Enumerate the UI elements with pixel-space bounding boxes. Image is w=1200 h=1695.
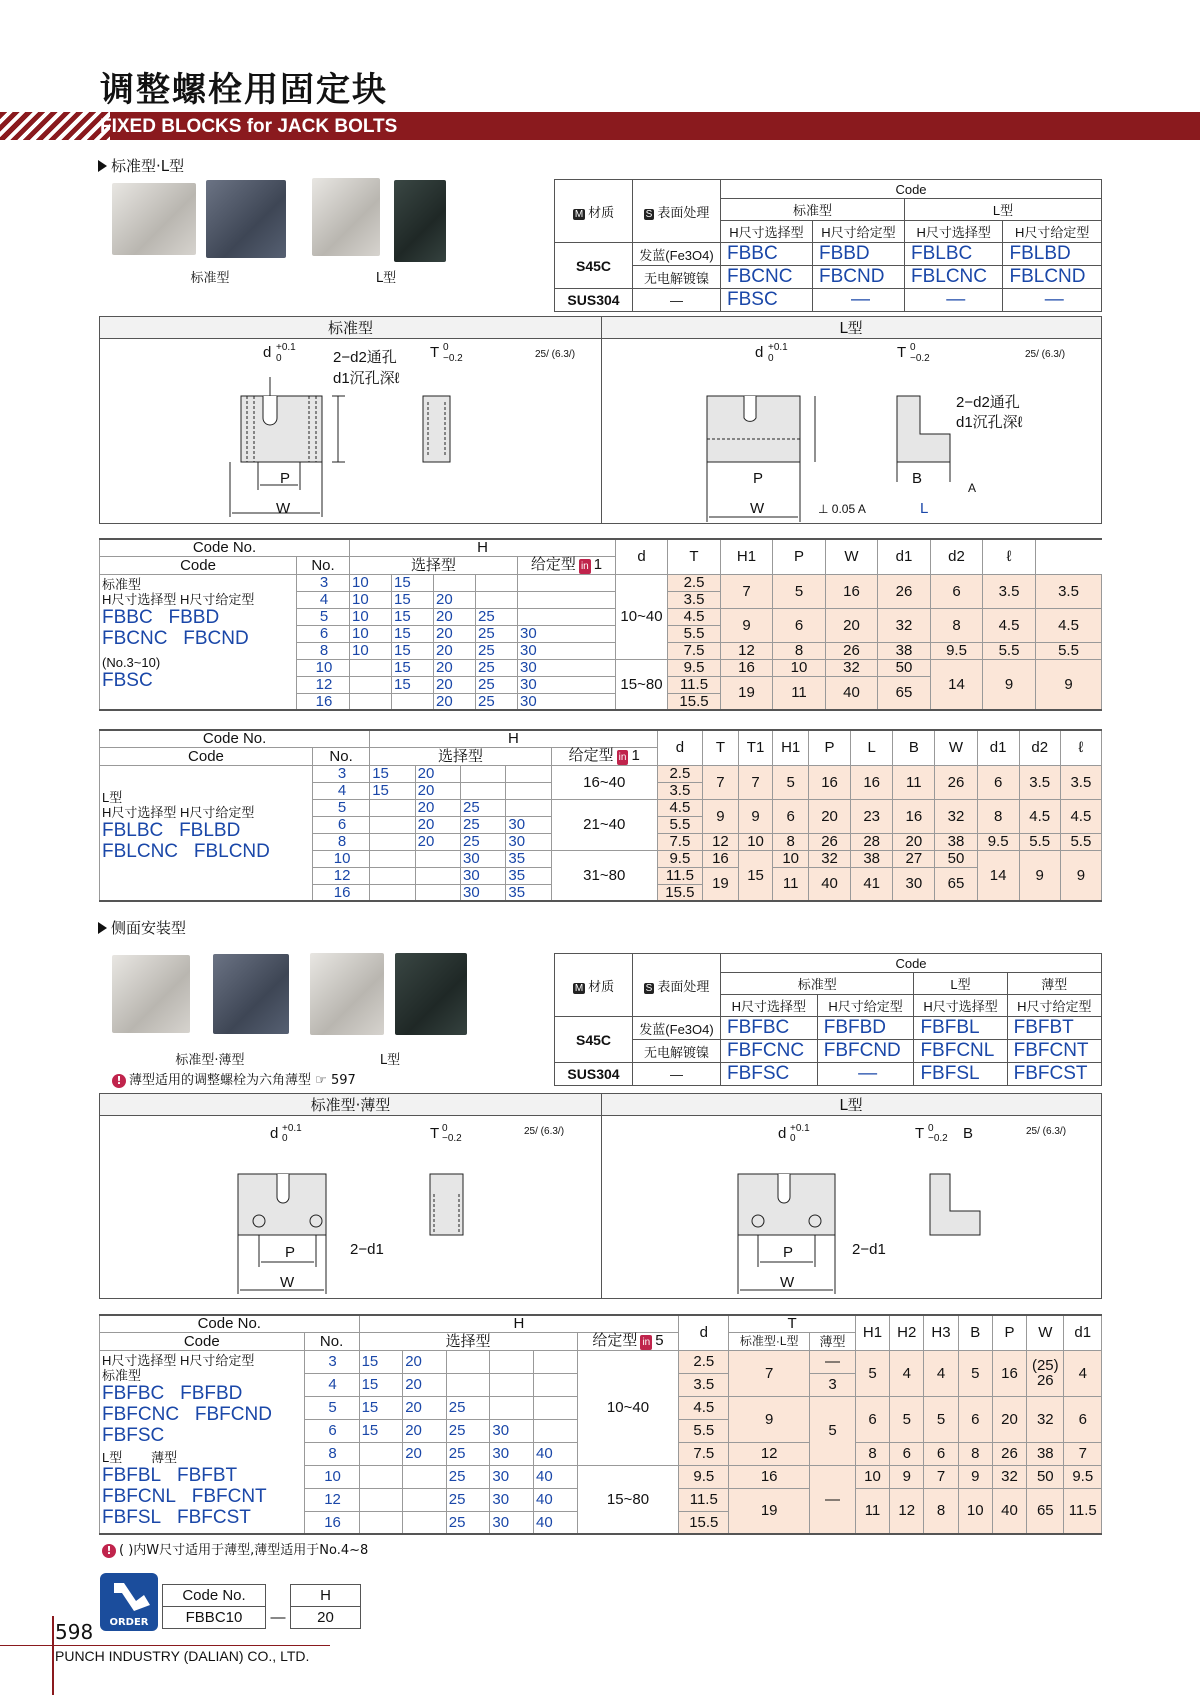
svg-text:d: d <box>778 1125 787 1142</box>
table-row: 6 15 20 25 30 5.5 <box>100 1419 1102 1442</box>
svg-text:P: P <box>753 470 764 487</box>
table-row: 4 15 20 3.5 <box>100 782 1102 799</box>
svg-text:2−d1: 2−d1 <box>852 1241 886 1258</box>
photo-side-steel <box>112 955 190 1033</box>
svg-text:+0.1: +0.1 <box>790 1123 810 1134</box>
spec-table-l: Code No. H d T T1 H1 P L B W d1 d2 ℓ Code No. 选择型 给定型 in 1 L型 H尺寸选择型 H尺寸给定型 FBLBC FBLBD FBLCNC FBLCND 3 15 20 16~40 2.5 7 7 5 16 16 11 26 6 3.5 3.5 4 15 20 3.5 5 20 25 21~40 4.5 9 9 6 20 23 16 32 8 4.5 4.5 6 20 25 30 5.5 8 20 25 30 7.5 12 10 8 26 28 20 38 9.5 5.5 5.5 10 30 35 31~80 9.5 16 15 10 32 38 27 50 14 9 9 12 30 35 11.5 19 11 40 41 30 65 16 30 35 15.5 <box>99 729 1102 902</box>
svg-text:0: 0 <box>276 353 282 364</box>
svg-text:d: d <box>263 344 272 361</box>
code-header: Code <box>721 180 1102 199</box>
photo-l-dark <box>394 180 446 262</box>
svg-text:W: W <box>780 1274 795 1291</box>
svg-text:d: d <box>270 1125 279 1142</box>
code-table-1: M 材质 S 表面处理 Code 标准型 L型 H尺寸选择型 H尺寸给定型 H尺寸选择型 H尺寸给定型 S45C 发蓝(Fe3O4) FBBC FBBD FBLBC FBLBD 无电解镀镍 FBCNC FBCND FBLCNC FBLCND SUS304 — FBSC — — — <box>554 179 1102 312</box>
table-row: L型 H尺寸选择型 H尺寸给定型 FBLBC FBLBD FBLCNC FBLCND 3 15 20 16~40 2.5 7 7 5 16 16 11 26 6 3.5 3.5 <box>100 765 1102 782</box>
svg-text:0: 0 <box>928 1123 934 1134</box>
svg-text:25/ (6.3/): 25/ (6.3/) <box>1026 1126 1067 1137</box>
svg-text:W: W <box>750 500 765 517</box>
svg-text:W: W <box>276 500 291 517</box>
svg-text:0: 0 <box>443 342 449 353</box>
svg-text:0: 0 <box>442 1123 448 1134</box>
photo-side-blue <box>213 954 289 1034</box>
photo-standard-blue <box>206 180 286 258</box>
svg-text:⊥ 0.05 A: ⊥ 0.05 A <box>818 502 866 516</box>
photo-label-side-std: 标准型·薄型 <box>175 1053 245 1068</box>
footer-rule-h <box>0 1645 330 1646</box>
table-row: 10 15 20 25 30 15~80 9.5 16 10 32 50 14 9 9 <box>100 659 1102 676</box>
code-table-2: M 材质 S 表面处理 Code 标准型 L型 薄型 H尺寸选择型 H尺寸给定型 H尺寸选择型 H尺寸给定型 S45C 发蓝(Fe3O4) FBFBC FBFBD FBFBL FBFBT 无电解镀镍 FBFCNC FBFCND FBFCNL FBFCNT SUS304 — FBFSC — FBFSL FBFCST <box>554 953 1102 1086</box>
svg-text:25/ (6.3/): 25/ (6.3/) <box>535 349 576 360</box>
order-example: Code No. H FBBC10 — 20 <box>162 1584 361 1629</box>
svg-text:A: A <box>968 481 977 495</box>
photo-side-l-steel <box>310 953 384 1035</box>
table-row: 标准型 H尺寸选择型 H尺寸给定型 FBBC FBBD FBCNC FBCND (No.3~10) FBSC 3 10 15 10~40 2.5 7 5 16 26 6 3.5 3.5 <box>100 574 1102 591</box>
svg-text:−0.2: −0.2 <box>928 1133 948 1144</box>
table-row: 6 10 15 20 25 30 5.5 <box>100 625 1102 642</box>
table-row: 6 20 25 30 5.5 <box>100 816 1102 833</box>
svg-text:0: 0 <box>282 1133 288 1144</box>
table-row: 5 15 20 25 4.5 9 5 6 5 5 6 20 32 6 <box>100 1396 1102 1419</box>
table-row: 10 25 30 40 15~80 9.5 16 — 10 9 7 9 32 50 9.5 <box>100 1465 1102 1488</box>
svg-text:P: P <box>280 470 291 487</box>
table-row: H尺寸选择型 H尺寸给定型 标准型 FBFBC FBFBD FBFCNC FBFCND FBFSC L型 薄型 FBFBL FBFBT FBFCNL FBFCNT FBFSL FBFCST 3 15 20 10~40 2.5 7 — 5 4 4 5 16 (25) 26 4 <box>100 1350 1102 1373</box>
section-heading-2: 侧面安装型 <box>98 917 186 938</box>
svg-text:2−d2通孔: 2−d2通孔 <box>333 349 397 366</box>
photo-label-side-l: L型 <box>379 1053 401 1068</box>
page-title: 调整螺栓用固定块 <box>100 70 388 110</box>
table-row: 16 20 25 30 15.5 <box>100 693 1102 710</box>
svg-text:B: B <box>963 1125 974 1142</box>
svg-text:L: L <box>920 500 929 517</box>
svg-text:W: W <box>280 1274 295 1291</box>
spec-table-side: Code No. H d T H1 H2 H3 B P W d1 Code No. 选择型 给定型 in 5 标准型·L型 薄型 H尺寸选择型 H尺寸给定型 标准型 FBFBC FBFBD FBFCNC FBFCND FBFSC L型 薄型 FBFBL FBFBT FBFCNL FBFCNT FBFSL FBFCST 3 15 20 10~40 2.5 7 — 5 4 4 5 16 (25) 26 4 4 15 20 3.5 3 5 15 20 25 4.5 9 5 6 5 5 6 20 32 6 6 15 20 25 30 5.5 8 20 25 30 40 7.5 12 8 6 6 8 26 38 7 10 25 30 40 15~80 9.5 16 — 10 9 7 9 32 50 9.5 12 25 30 40 11.5 19 11 12 8 10 40 65 11.5 16 25 30 40 15.5 <box>99 1314 1102 1535</box>
dimension-drawing-1: 标准型 L型 d T 2−d2通孔 d1沉孔深ℓ P W P W d T 2−d2通孔 d1沉孔深ℓ B L A ⊥ 0.05 A +0.1 0 0 −0.2 +0.1 0 0 −0.2 25/ (6.3/) 25/ (6.3/) <box>99 316 1102 524</box>
table-row: 16 25 30 40 15.5 <box>100 1511 1102 1534</box>
svg-text:0: 0 <box>790 1133 796 1144</box>
table-row: 5 10 15 20 25 4.5 9 6 20 32 8 4.5 4.5 <box>100 608 1102 625</box>
table-row: 12 15 20 25 30 11.5 19 11 40 65 <box>100 676 1102 693</box>
section-heading-1: 标准型·L型 <box>98 155 184 176</box>
photo-standard-steel <box>112 183 196 255</box>
side-table-note: ! ( )内W尺寸适用于薄型,薄型适用于No.4~8 <box>102 1539 368 1558</box>
technical-drawing-1 <box>100 317 1101 523</box>
svg-text:P: P <box>783 1244 794 1261</box>
footer-rule-v <box>52 1616 54 1695</box>
svg-text:B: B <box>912 470 923 487</box>
table-row: 8 10 15 20 25 30 7.5 12 8 26 38 9.5 5.5 5.5 <box>100 642 1102 659</box>
svg-text:0: 0 <box>768 353 774 364</box>
company-name: PUNCH INDUSTRY (DALIAN) CO., LTD. <box>55 1648 310 1664</box>
svg-text:T: T <box>897 344 907 361</box>
table-row: 4 15 20 3.5 3 <box>100 1373 1102 1396</box>
table-row: 4 10 15 20 3.5 <box>100 591 1102 608</box>
table-row: 12 25 30 40 11.5 19 11 12 8 10 40 65 11.5 <box>100 1488 1102 1511</box>
surface-header: S 表面处理 <box>633 180 721 243</box>
banner-text: FIXED BLOCKS for JACK BOLTS <box>100 116 398 137</box>
technical-drawing-2 <box>100 1094 1101 1298</box>
svg-text:d: d <box>755 344 764 361</box>
svg-text:T: T <box>430 344 440 361</box>
photo-side-l-dark <box>395 953 467 1035</box>
spec-table-standard: Code No. H d T H1 P W d1 d2 ℓ Code No. 选择型 给定型 in 1 标准型 H尺寸选择型 H尺寸给定型 FBBC FBBD FBCNC FBCND (No.3~10) FBSC 3 10 15 10~40 2.5 7 5 16 26 6 3.5 3.5 4 10 15 20 3.5 5 10 15 20 25 4.5 9 6 20 32 8 4.5 4.5 6 10 15 20 25 30 5.5 8 10 15 20 25 30 7.5 12 8 26 38 9.5 5.5 5.5 10 15 20 25 30 15~80 9.5 16 10 32 50 14 9 9 12 15 20 25 30 11.5 19 11 40 65 16 20 25 30 15.5 <box>99 538 1102 711</box>
side-note: ! 薄型适用的调整螺栓为六角薄型 ☞ 597 <box>112 1069 356 1088</box>
title-banner <box>0 112 1200 140</box>
page-number: 598 <box>55 1620 94 1644</box>
photo-label-l: L型 <box>375 271 397 286</box>
svg-text:−0.2: −0.2 <box>910 353 930 364</box>
order-icon: ORDER <box>100 1573 158 1631</box>
material-header: M 材质 <box>555 180 633 243</box>
svg-text:−0.2: −0.2 <box>442 1133 462 1144</box>
svg-text:0: 0 <box>910 342 916 353</box>
svg-text:−0.2: −0.2 <box>443 353 463 364</box>
svg-text:+0.1: +0.1 <box>768 342 788 353</box>
svg-text:T: T <box>915 1125 925 1142</box>
svg-text:T: T <box>430 1125 440 1142</box>
table-row: 5 20 25 21~40 4.5 9 9 6 20 23 16 32 8 4.5 4.5 <box>100 799 1102 816</box>
photo-l-steel <box>312 178 380 256</box>
table-row: 10 30 35 31~80 9.5 16 15 10 32 38 27 50 14 9 9 <box>100 850 1102 867</box>
svg-text:25/ (6.3/): 25/ (6.3/) <box>1025 349 1066 360</box>
table-row: 8 20 25 30 40 7.5 12 8 6 6 8 26 38 7 <box>100 1442 1102 1465</box>
table-row: 12 30 35 11.5 19 11 40 41 30 65 <box>100 867 1102 884</box>
svg-text:25/ (6.3/): 25/ (6.3/) <box>524 1126 565 1137</box>
dimension-drawing-2: 标准型·薄型 L型 d T P W 2−d1 P W 2−d1 d T B +0.1 0 0 −0.2 +0.1 0 0 −0.2 25/ (6.3/) 25/ (6.3/) <box>99 1093 1102 1299</box>
code-FBBC[interactable]: FBBC <box>721 243 813 266</box>
table-row: 16 30 35 15.5 <box>100 884 1102 901</box>
svg-text:P: P <box>285 1244 296 1261</box>
svg-text:2−d1: 2−d1 <box>350 1241 384 1258</box>
svg-text:+0.1: +0.1 <box>282 1123 302 1134</box>
photo-label-standard: 标准型 <box>190 271 230 286</box>
svg-text:d1沉孔深ℓ: d1沉孔深ℓ <box>956 414 1023 431</box>
svg-text:d1沉孔深ℓ: d1沉孔深ℓ <box>333 370 400 387</box>
svg-text:2−d2通孔: 2−d2通孔 <box>956 394 1020 411</box>
svg-text:+0.1: +0.1 <box>276 342 296 353</box>
table-row: 8 20 25 30 7.5 12 10 8 26 28 20 38 9.5 5.5 5.5 <box>100 833 1102 850</box>
